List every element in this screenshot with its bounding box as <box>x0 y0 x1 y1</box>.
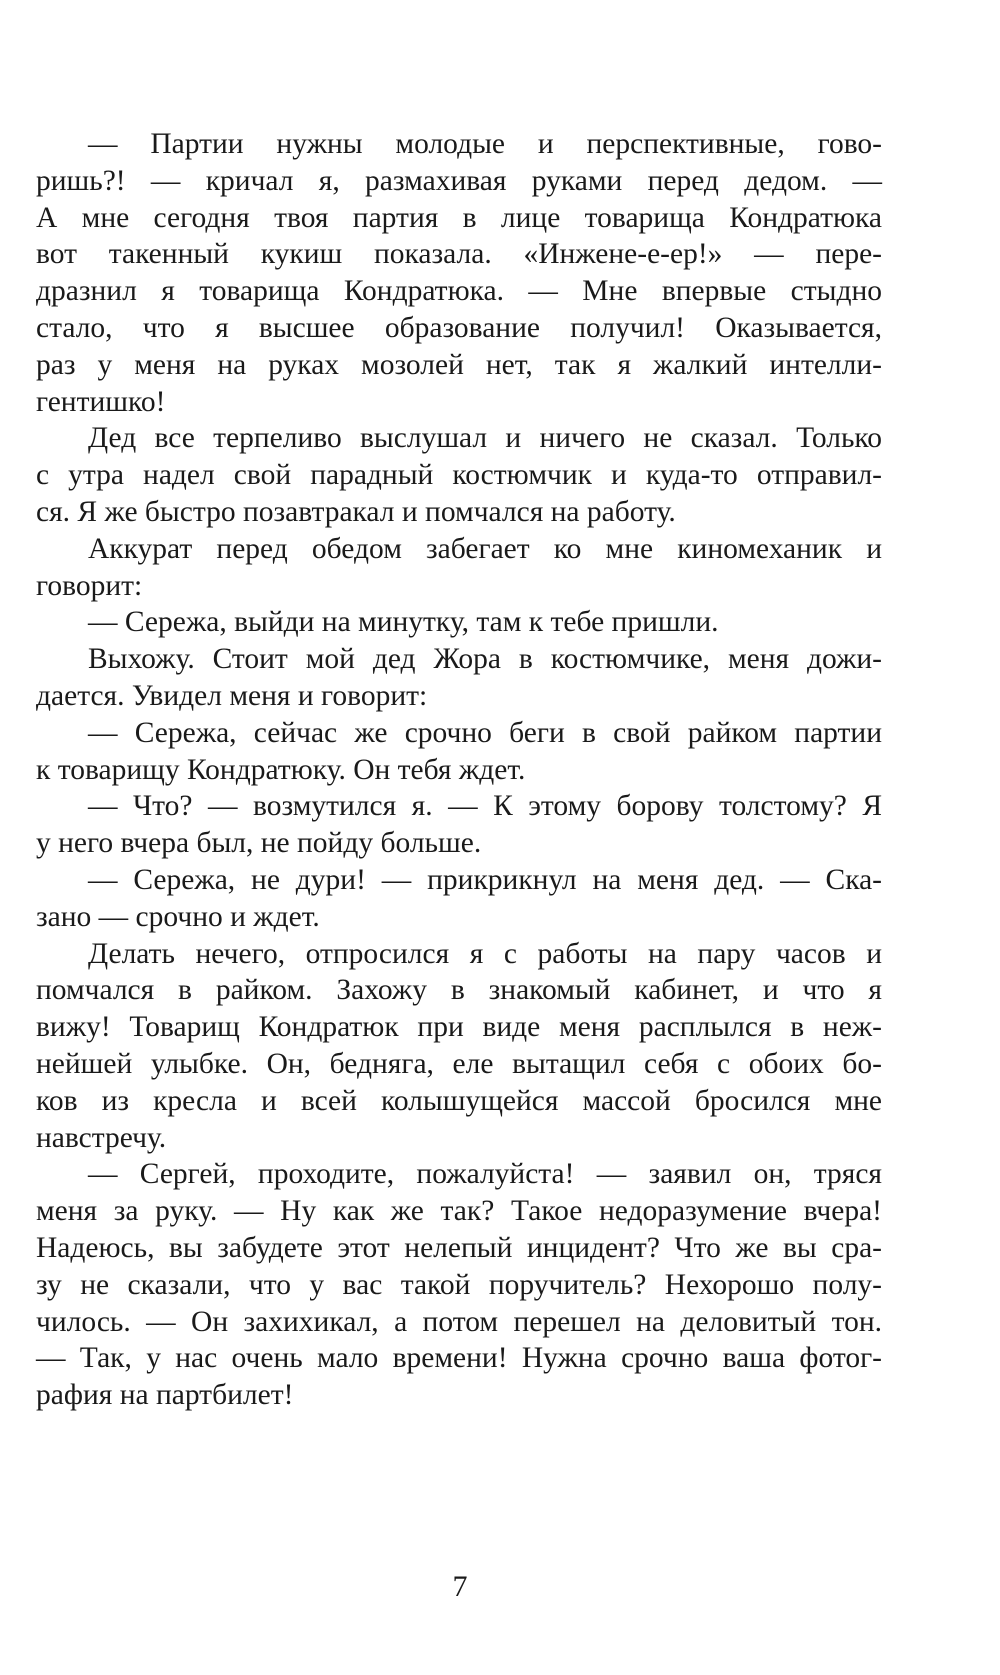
text-line: — Так, у нас очень мало времени! Нужна срочно ваша фотог- <box>36 1342 882 1375</box>
text-line: дразнил я товарища Кондратюка. — Мне впервые стыдно <box>36 275 882 308</box>
text-line: дается. Увидел меня и говорит: <box>36 679 428 712</box>
text-line: — Сережа, выйди на минутку, там к тебе пришли. <box>88 606 719 639</box>
text-line: вот такенный кукиш показала. «Инжене-е-ер!» — пере- <box>36 238 882 271</box>
text-line: раз у меня на руках мозолей нет, так я жалкий интелли- <box>36 348 882 381</box>
text-line: — Партии нужны молодые и перспективные, гово- <box>88 128 882 160</box>
text-line: Надеюсь, вы забудете этот нелепый инцидент? Что же вы сра- <box>36 1231 882 1264</box>
text-line: — Сережа, сейчас же срочно беги в свой райком партии <box>88 716 882 749</box>
text-line: у него вчера был, не пойду больше. <box>36 827 482 860</box>
text-line: Делать нечего, отпросился я с работы на пару часов и <box>88 937 882 970</box>
text-line: чилось. — Он захихикал, а потом перешел на деловитый тон. <box>36 1305 882 1338</box>
text-line: — Что? — возмутился я. — К этому борову толстому? Я <box>88 790 882 823</box>
text-line: ся. Я же быстро позавтракал и помчался на работу. <box>36 495 676 528</box>
text-line: говорит: <box>36 569 143 602</box>
text-line: — Сережа, не дури! — прикрикнул на меня дед. — Ска- <box>88 863 882 896</box>
text-line: зано — срочно и ждет. <box>36 900 320 933</box>
text-line: — Сергей, проходите, пожалуйста! — заявил он, тряся <box>88 1158 882 1191</box>
text-line: Аккурат перед обедом забегает ко мне киномеханик и <box>88 532 882 565</box>
text-line: рафия на партбилет! <box>36 1379 294 1412</box>
text-line: меня за руку. — Ну как же так? Такое недоразумение вчера! <box>36 1195 882 1228</box>
text-line: с утра надел свой парадный костюмчик и куда-то отправил- <box>36 459 882 492</box>
page-number: 7 <box>452 1570 468 1603</box>
text-line: стало, что я высшее образование получил! Оказывается, <box>36 311 882 344</box>
text-line: зу не сказали, что у вас такой поручитель? Нехорошо полу- <box>36 1268 882 1301</box>
text-line: Дед все терпеливо выслушал и ничего не сказал. Только <box>88 422 882 455</box>
text-line: помчался в райком. Захожу в знакомый кабинет, и что я <box>36 974 882 1007</box>
text-line: к товарищу Кондратюку. Он тебя ждет. <box>36 753 526 786</box>
text-line: нейшей улыбке. Он, бедняга, еле вытащил себя с обоих бо- <box>36 1047 882 1080</box>
text-line: вижу! Товарищ Кондратюк при виде меня расплылся в неж- <box>36 1011 882 1044</box>
text-line: навстречу. <box>36 1121 167 1154</box>
body-text <box>36 126 882 1414</box>
text-line: ков из кресла и всей колышущейся массой бросился мне <box>36 1084 882 1117</box>
text-line: А мне сегодня твоя партия в лице товарища Кондратюка <box>36 201 882 234</box>
text-line: гентишко! <box>36 385 166 418</box>
text-line: Выхожу. Стоит мой дед Жора в костюмчике, меня дожи- <box>88 643 882 676</box>
text-line: ришь?! — кричал я, размахивая руками перед дедом. — <box>36 164 882 197</box>
